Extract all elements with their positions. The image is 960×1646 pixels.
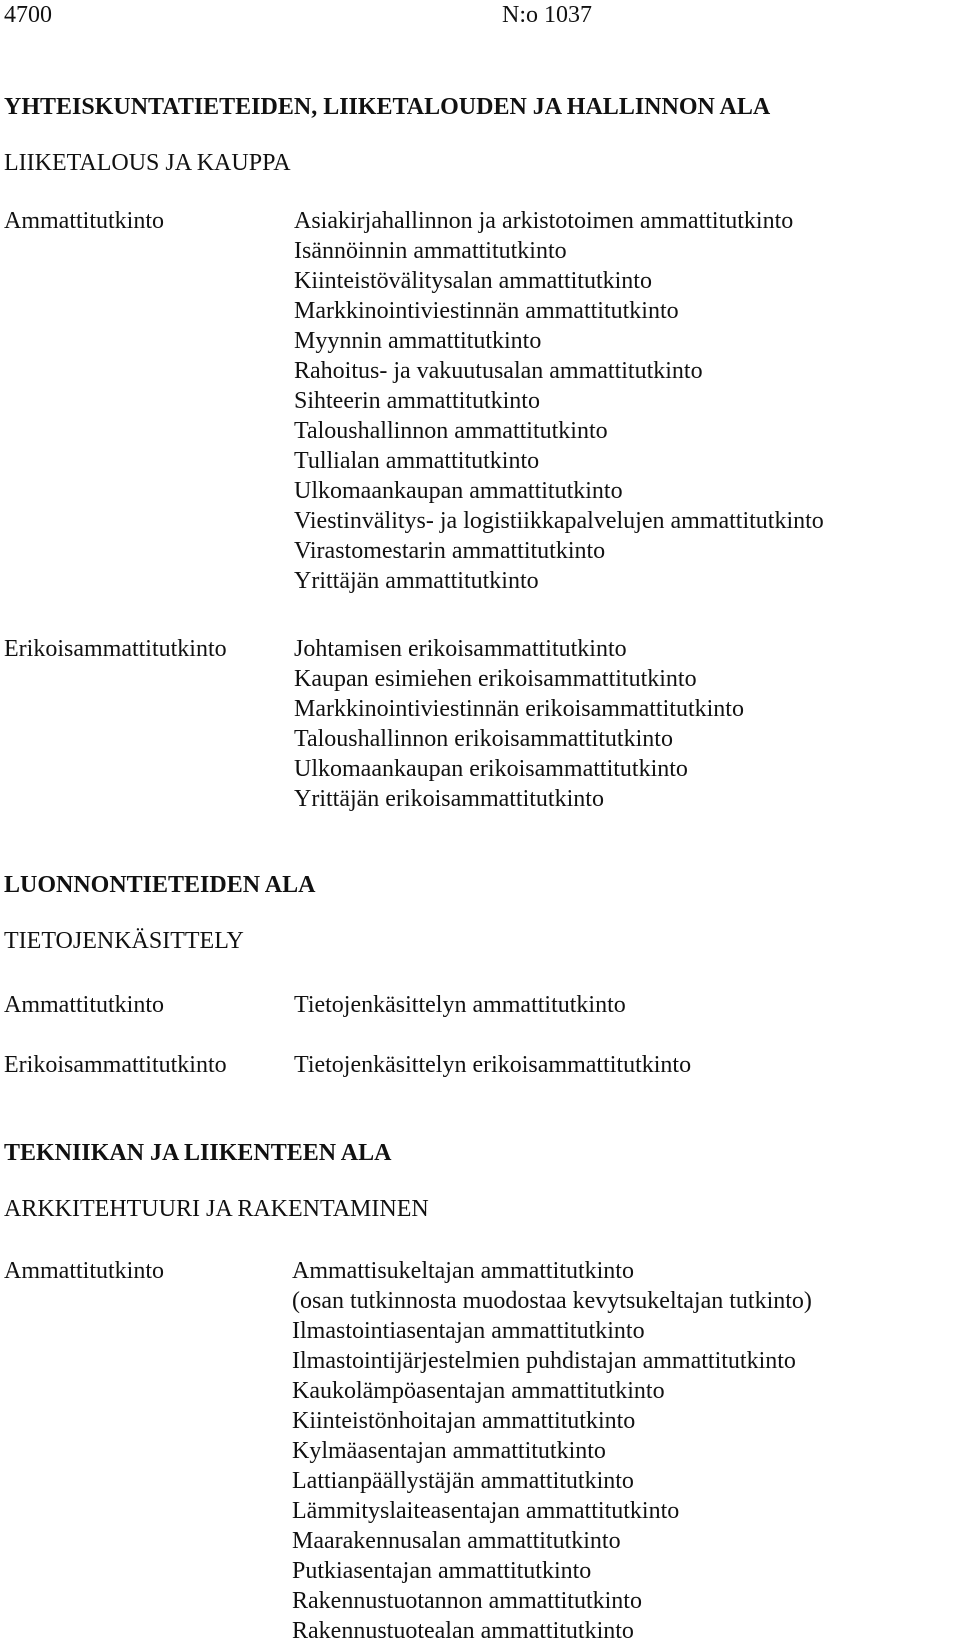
list-item: Rahoitus- ja vakuutusalan ammattitutkinto [294, 358, 703, 384]
list-item: Kaupan esimiehen erikoisammattitutkinto [294, 666, 697, 692]
degree-type-label: Erikoisammattitutkinto [4, 636, 227, 662]
list-item: Markkinointiviestinnän erikoisammattitutkinto [294, 696, 744, 722]
list-item: Ammattisukeltajan ammattitutkinto [292, 1258, 634, 1284]
section-subtitle-arkkitehtuuri: ARKKITEHTUURI JA RAKENTAMINEN [4, 1196, 429, 1222]
section-title-yhteiskuntatieteet: YHTEISKUNTATIETEIDEN, LIIKETALOUDEN JA HALLINNON ALA [4, 94, 771, 120]
list-item: Sihteerin ammattitutkinto [294, 388, 540, 414]
list-item: Lattianpäällystäjän ammattitutkinto [292, 1468, 634, 1494]
page-number: 4700 [4, 2, 52, 28]
section-subtitle-liiketalous: LIIKETALOUS JA KAUPPA [4, 150, 291, 176]
list-item: Ulkomaankaupan ammattitutkinto [294, 478, 623, 504]
degree-list [294, 990, 626, 1020]
list-item: Ilmastointiasentajan ammattitutkinto [292, 1318, 645, 1344]
degree-type-label: Erikoisammattitutkinto [4, 1052, 227, 1078]
section-title-tekniikka: TEKNIIKAN JA LIIKENTEEN ALA [4, 1140, 392, 1166]
list-item: Markkinointiviestinnän ammattitutkinto [294, 298, 679, 324]
section-title-luonnontieteet: LUONNONTIETEIDEN ALA [4, 872, 316, 898]
degree-type-label: Ammattitutkinto [4, 208, 164, 234]
list-item: (osan tutkinnosta muodostaa kevytsukeltajan tutkinto) [292, 1288, 812, 1314]
list-item: Rakennustuotannon ammattitutkinto [292, 1588, 642, 1614]
list-item: Kaukolämpöasentajan ammattitutkinto [292, 1378, 665, 1404]
list-item: Isännöinnin ammattitutkinto [294, 238, 567, 264]
list-item: Asiakirjahallinnon ja arkistotoimen ammattitutkinto [294, 208, 794, 234]
list-item: Kiinteistönhoitajan ammattitutkinto [292, 1408, 636, 1434]
degree-list [292, 1256, 812, 1646]
list-item: Virastomestarin ammattitutkinto [294, 538, 606, 564]
degree-list [294, 634, 744, 814]
section-subtitle-tietojenkasittely: TIETOJENKÄSITTELY [4, 928, 244, 954]
list-item: Ulkomaankaupan erikoisammattitutkinto [294, 756, 688, 782]
list-item: Lämmityslaiteasentajan ammattitutkinto [292, 1498, 680, 1524]
list-item: Johtamisen erikoisammattitutkinto [294, 636, 627, 662]
degree-type-label: Ammattitutkinto [4, 992, 164, 1018]
list-item: Putkiasentajan ammattitutkinto [292, 1558, 592, 1584]
issue-number: N:o 1037 [502, 2, 592, 28]
list-item: Viestinvälitys- ja logistiikkapalvelujen ammattitutkinto [294, 508, 824, 534]
degree-list [294, 206, 824, 596]
list-item: Kiinteistövälitysalan ammattitutkinto [294, 268, 652, 294]
list-item: Tullialan ammattitutkinto [294, 448, 540, 474]
list-item: Yrittäjän erikoisammattitutkinto [294, 786, 604, 812]
list-item: Taloushallinnon erikoisammattitutkinto [294, 726, 673, 752]
list-item: Maarakennusalan ammattitutkinto [292, 1528, 621, 1554]
list-item: Tietojenkäsittelyn erikoisammattitutkinto [294, 1052, 692, 1078]
list-item: Myynnin ammattitutkinto [294, 328, 542, 354]
list-item: Ilmastointijärjestelmien puhdistajan ammattitutkinto [292, 1348, 796, 1374]
list-item: Taloushallinnon ammattitutkinto [294, 418, 608, 444]
list-item: Tietojenkäsittelyn ammattitutkinto [294, 992, 626, 1018]
degree-type-label: Ammattitutkinto [4, 1258, 164, 1284]
list-item: Kylmäasentajan ammattitutkinto [292, 1438, 606, 1464]
degree-list [294, 1050, 691, 1080]
list-item: Rakennustuotealan ammattitutkinto [292, 1618, 634, 1644]
list-item: Yrittäjän ammattitutkinto [294, 568, 539, 594]
